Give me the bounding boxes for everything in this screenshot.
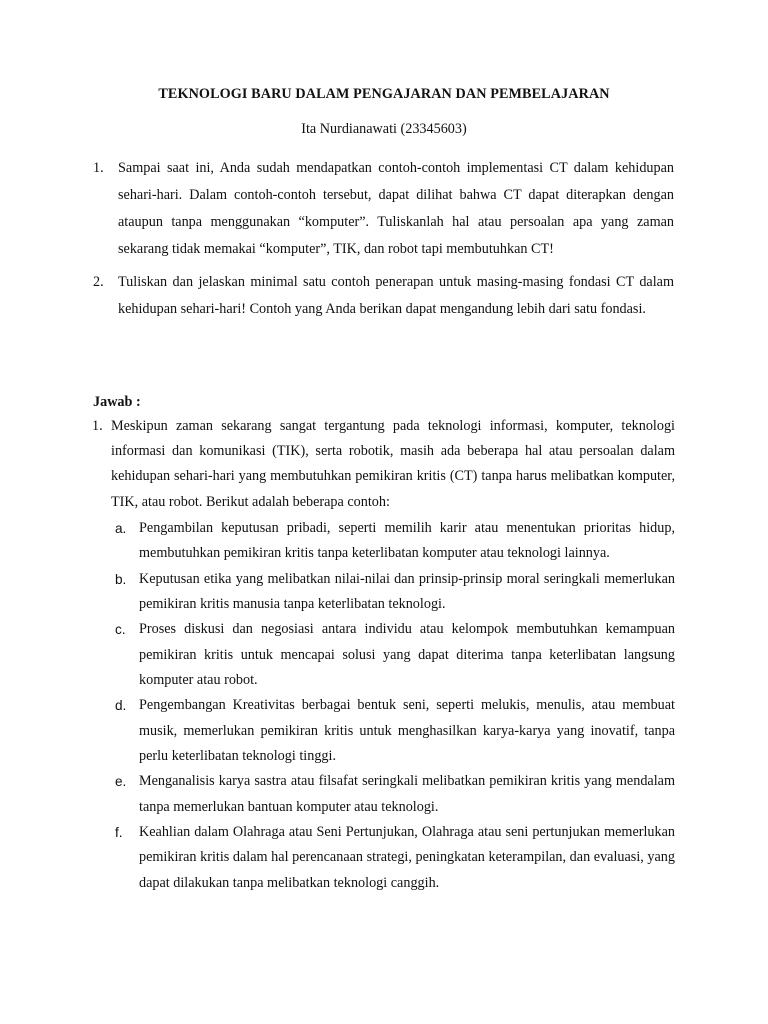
answer-example-list: [115, 516, 675, 896]
list-item-text: Menganalisis karya sastra atau filsafat seringkali melibatkan pemikiran kritis yang mendalam tanpa memerlukan bantuan komputer atau teknologi.: [139, 773, 675, 815]
list-item: [115, 769, 675, 819]
list-item-text: Pengambilan keputusan pribadi, seperti memilih karir atau menentukan prioritas hidup, membutuhkan pemikiran kritis tanpa keterlibatan komputer atau teknologi lainnya.: [139, 519, 675, 562]
list-item-letter: b.: [115, 571, 127, 587]
document-author: Ita Nurdianawati (23345603): [301, 121, 467, 137]
list-item-letter: c.: [115, 622, 126, 638]
list-item-letter: e.: [115, 774, 127, 790]
question-number: 2.: [93, 274, 104, 290]
answer-heading: Jawab :: [93, 394, 141, 410]
answer-number: 1.: [92, 418, 103, 434]
question-list: [93, 155, 674, 329]
list-item-text: Proses diskusi dan negosiasi antara individu atau kelompok membutuhkan kemampuan pemikiran kritis untuk mencapai solusi yang dapat diterima tanpa keterlibatan langsung komputer atau robot.: [139, 621, 675, 688]
question-text: Tuliskan dan jelaskan minimal satu contoh penerapan untuk masing-masing fondasi CT dalam kehidupan sehari-hari! Contoh yang Anda berikan dapat mengandung lebih dari satu fondasi.: [118, 274, 674, 317]
question-text: Sampai saat ini, Anda sudah mendapatkan contoh-contoh implementasi CT dalam kehidupan sehari-hari. Dalam contoh-contoh tersebut, dapat dilihat bahwa CT dapat diterapkan dengan ataupun tanpa menggunakan “komputer”. Tuliskanlah hal atau persoalan apa yang zaman sekarang tidak memakai “komputer”, TIK, dan robot tapi membutuhkan CT!: [118, 160, 674, 257]
answer-block: [92, 414, 675, 896]
list-item-letter: f.: [115, 825, 123, 841]
document-title: TEKNOLOGI BARU DALAM PENGAJARAN DAN PEMBELAJARAN: [158, 86, 610, 102]
answer-intro-text: Meskipun zaman sekarang sangat tergantung pada teknologi informasi, komputer, teknologi informasi dan komunikasi (TIK), serta robotik, masih ada beberapa hal atau persoalan dalam kehidupan sehari-hari yang membutuhkan pemikiran kritis (CT) tanpa harus melibatkan komputer, TIK, atau robot. Berikut adalah beberapa contoh:: [111, 418, 675, 510]
list-item-text: Keputusan etika yang melibatkan nilai-nilai dan prinsip-prinsip moral seringkali memerlukan pemikiran kritis manusia tanpa keterlibatan teknologi.: [139, 570, 675, 612]
list-item-letter: a.: [115, 520, 127, 536]
list-item: [115, 617, 675, 693]
answer-intro: [92, 414, 675, 515]
question-item: [93, 155, 674, 263]
list-item-text: Pengembangan Kreativitas berbagai bentuk seni, seperti melukis, menulis, atau membuat musik, memerlukan pemikiran kritis untuk menghasilkan karya-karya yang inovatif, tanpa perlu keterlibatan teknologi tinggi.: [139, 697, 675, 764]
question-number: 1.: [93, 160, 104, 176]
list-item: [115, 820, 675, 896]
question-item: [93, 269, 674, 323]
list-item-letter: d.: [115, 698, 127, 714]
list-item: [115, 693, 675, 769]
list-item-text: Keahlian dalam Olahraga atau Seni Pertunjukan, Olahraga atau seni pertunjukan memerlukan pemikiran kritis dalam hal perencanaan strategi, peningkatan keterampilan, dan evaluasi, yang dapat dilakukan tanpa melibatkan teknologi canggih.: [139, 824, 675, 891]
list-item: [115, 516, 675, 566]
list-item: [115, 567, 675, 617]
